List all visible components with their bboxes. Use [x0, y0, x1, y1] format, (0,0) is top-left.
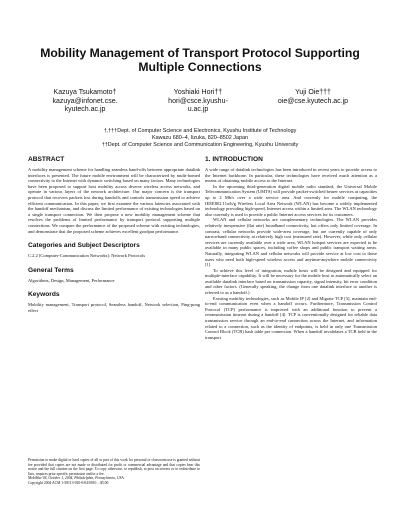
copyright-text: Copyright 2004 ACM 1-58113-920-0/04/0010 ...$5.00.	[28, 480, 110, 485]
author-name: Yoshiaki Hori††	[173, 89, 223, 96]
right-column	[205, 156, 377, 340]
intro-paragraph: Existing mobility technologies, such as Mobile IP [2] and Migrate TCP [3], maintain end-to-end communication even when a handoff occurs. Furthermore, Transmission Control Protocol (TCP) performance is improved with an additional function to prevent a retransmission timeout during a handoff [4]. TCP is conventionally designed for reliable data transmission service through an end-to-end connection across the Internet, and information related to a connection, such as the identity of endpoints, is held in only one Transmission Control Block (TCB) hash table per connection. When a handoff invalidates a TCB held in the transport	[205, 295, 377, 340]
categories-heading: Categories and Subject Descriptors	[28, 242, 140, 250]
permission-footnote	[28, 458, 200, 486]
author-name: Yuji Oie†††	[295, 89, 331, 96]
introduction-heading: 1. INTRODUCTION	[205, 156, 263, 163]
author-name: Kazuya Tsukamoto†	[53, 89, 117, 96]
author-block	[30, 89, 370, 125]
affiliation-line: †,†††Dept. of Computer Science and Electronics, Kyushu Institute of Technology	[103, 128, 297, 134]
general-terms-heading: General Terms	[28, 266, 74, 274]
author	[256, 89, 370, 106]
left-column	[28, 156, 200, 314]
author-email: kyutech.ac.jp	[64, 106, 106, 114]
intro-paragraph: A wide range of datalink technologies has been introduced in recent years to provide access to the Internet backbone. In particular, these technologies have received much attention as a means of obtaining mobile access to the Internet.	[205, 167, 377, 184]
author-email: oie@cse.kyutech.ac.jp	[277, 97, 349, 105]
venue-text: MobiWac'04, October 1, 2004, Philadelphia, Pennsylvania, USA.	[28, 476, 125, 481]
affiliation-line: Kawazu 680–4, Iizuka, 820–8502 Japan	[152, 134, 248, 141]
abstract-heading: ABSTRACT	[28, 156, 65, 163]
abstract-text: A mobility management scheme for handling seamless hand-offs between appropriate datalink interfaces is presented. The future mobile environment will be characterized by multi-homed connectivity to the Internet with dynamic switching based on many factors. Many technologies have been proposed to support host mobility across diverse wireless access networks, and operate in various layers of the network architecture. Our major concern is the transport protocol that recovers packets lost during handoffs and controls transmission speed to achieve efficient communication. In this paper, we first examine the various latencies associated with the handoff mechanism, and discuss the limited performance of existing technologies based on a single transport connection. We then propose a new mobility management scheme that resolves the problems of limited performance by transport protocol supporting multiple connections. We compare the performance of the proposed scheme with existing technologies, and demonstrate that the proposed scheme achieves excellent goodput performance.	[28, 167, 200, 234]
intro-paragraph: To achieve this level of integration, mobile hosts will be designed and equipped for multiple-interface capability. It will be necessary for the mobile host to automatically select an available datalink interface based on transmission capacity, signal intensity, bit error condition and other factors. (Generally speaking, the change from one datalink interface to another is referred to as a handoff.)	[205, 267, 377, 296]
affiliation-line: ††Dept. of Computer Science and Communication Engineering, Kyushu University	[101, 141, 299, 148]
title-line: Mobility Management of Transport Protocol Supporting	[40, 46, 360, 60]
general-terms-text: Algorithms, Design, Management, Performance	[28, 277, 115, 283]
paper-title	[40, 46, 360, 74]
intro-paragraph: WLAN and cellular networks are complementary technologies. The WLAN provides relatively inexpensive (flat rate) broadband connectivity, but offers only limited coverage. In contrast, cellular networks provide wide-area coverage, but are currently capable of only narrowband connectivity at relatively high cost (measured rate). However, while only cellular services are currently available over a wide area, WLAN hotspot services are expected to be available in many public spaces, including coffee shops and public transport waiting areas. Naturally, integrating WLAN and cellular networks will provide service at low cost to those users who need both high-speed wireless access and anytime-anywhere mobile connectivity [1].	[205, 217, 377, 268]
title-line: Multiple Connections	[138, 60, 262, 74]
author-email: u.ac.jp	[187, 106, 209, 114]
affiliations	[40, 128, 360, 148]
author	[30, 89, 140, 115]
permission-text: Permission to make digital or hard copies of all or part of this work for personal or classroom use is granted without fee provided that copies are not made or distributed for profit or commercial advantage and that copies bear this notice and the full citation on the first page. To copy otherwise, to republish, to post on servers or to redistribute to lists, requires prior specific permission and/or a fee.	[28, 458, 200, 476]
author-email: kazuya@infonet.cse.	[52, 97, 118, 105]
keywords-text: Mobility management, Transport protocol, Seamless handoff, Network selection, Ping-pong effect	[28, 302, 200, 313]
author-email: hori@csce.kyushu-	[168, 97, 228, 105]
intro-paragraph: In the upcoming third-generation digital mobile radio standard, the Universal Mobile Telecommunication System (UMTS) will provide packet-switched bearer services at capacities up to 2 Mb/s over a wide service area. And currently for mobile computing, the IEEE802.11a/b/g Wireless Local Area Network (WLAN) has become a widely implemented technology providing high-speed, Internet access within a limited area. The WLAN technology also currently is used to provide a public Internet access services for its customers.	[205, 183, 377, 217]
categories-text: C.2.2 [Computer-Communication Networks]: Network Protocols	[28, 253, 146, 259]
keywords-heading: Keywords	[28, 291, 60, 299]
author	[143, 89, 253, 115]
